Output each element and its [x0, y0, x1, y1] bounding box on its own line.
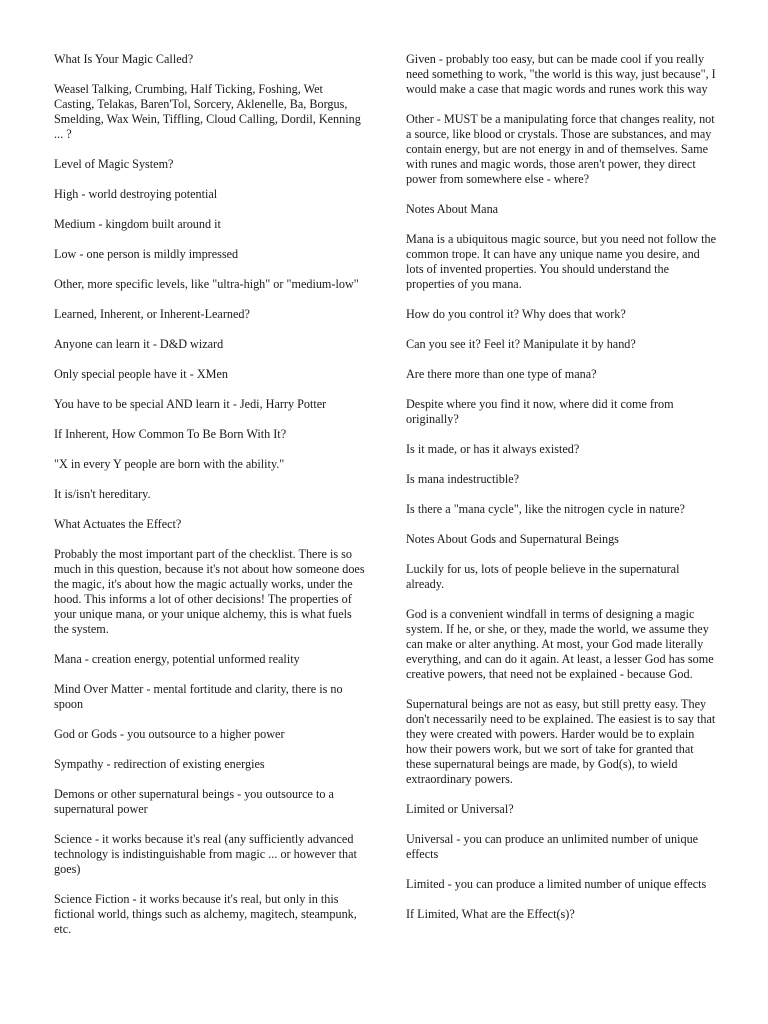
paragraph: Probably the most important part of the checklist. There is so much in this question, because it's not about how someone does the magic, it's about how the magic actually works, under the hood. This informs a lot of other decisions! The properties of your unique mana, or your unique alchemy, this is what fuels the system. — [54, 547, 365, 636]
paragraph: Limited - you can produce a limited number of unique effects — [406, 877, 707, 891]
paragraph: Anyone can learn it - D&D wizard — [54, 337, 224, 351]
section-heading: If Limited, What are the Effect(s)? — [406, 907, 575, 921]
paragraph: High - world destroying potential — [54, 187, 218, 201]
left-column — [54, 52, 366, 952]
paragraph: Is mana indestructible? — [406, 472, 520, 486]
section-heading: Notes About Mana — [406, 202, 499, 216]
paragraph: Only special people have it - XMen — [54, 367, 228, 381]
paragraph: Supernatural beings are not as easy, but still pretty easy. They don't necessarily need to be explained. The easiest is to say that they were created with powers. Harder would be to explain how their powers work, but we sort of take for granted that these supernatural beings are made, by God(s), to wield extraordinary powers. — [406, 697, 716, 786]
right-column — [406, 52, 718, 937]
paragraph: Other - MUST be a manipulating force that changes reality, not a source, like blood or crystals. Those are substances, and may contain energy, but are not energy in and of themselves. Same with runes and magic words, those aren't power, they direct power from somewhere else - where? — [406, 112, 715, 186]
paragraph: Mind Over Matter - mental fortitude and clarity, there is no spoon — [54, 682, 343, 711]
paragraph: Mana - creation energy, potential unformed reality — [54, 652, 300, 666]
paragraph: God is a convenient windfall in terms of designing a magic system. If he, or she, or they, made the world, we assume they can make or alter anything. At most, your God made literally everything, and can do it again. At least, a lesser God has some creative powers, that need not be explained - because God. — [406, 607, 714, 681]
paragraph: How do you control it? Why does that work? — [406, 307, 626, 321]
paragraph: Universal - you can produce an unlimited number of unique effects — [406, 832, 699, 861]
paragraph: Weasel Talking, Crumbing, Half Ticking, Foshing, Wet Casting, Telakas, Baren'Tol, Sorcery, Aklenelle, Ba, Borgus, Smelding, Wax Wein, Tiffling, Cloud Calling, Dordil, Kenning ... ? — [54, 82, 361, 141]
section-heading: If Inherent, How Common To Be Born With It? — [54, 427, 287, 441]
paragraph: Despite where you find it now, where did it come from originally? — [406, 397, 674, 426]
paragraph: It is/isn't hereditary. — [54, 487, 151, 501]
paragraph: Science - it works because it's real (any sufficiently advanced technology is indistinguishable from magic ... or however that goes) — [54, 832, 357, 876]
paragraph: Low - one person is mildly impressed — [54, 247, 239, 261]
paragraph: Science Fiction - it works because it's real, but only in this fictional world, things such as alchemy, magitech, steampunk, etc. — [54, 892, 357, 936]
paragraph: Demons or other supernatural beings - you outsource to a supernatural power — [54, 787, 334, 816]
paragraph: Can you see it? Feel it? Manipulate it by hand? — [406, 337, 636, 351]
section-heading: What Is Your Magic Called? — [54, 52, 194, 66]
section-heading: What Actuates the Effect? — [54, 517, 182, 531]
paragraph: Are there more than one type of mana? — [406, 367, 597, 381]
section-heading: Level of Magic System? — [54, 157, 174, 171]
section-heading: Limited or Universal? — [406, 802, 514, 816]
paragraph: Is there a "mana cycle", like the nitrogen cycle in nature? — [406, 502, 685, 516]
paragraph: Is it made, or has it always existed? — [406, 442, 580, 456]
paragraph: Luckily for us, lots of people believe in the supernatural already. — [406, 562, 680, 591]
paragraph: "X in every Y people are born with the ability." — [54, 457, 285, 471]
paragraph: Mana is a ubiquitous magic source, but you need not follow the common trope. It can have any unique name you desire, and lots of invented properties. You should understand the properties of you mana. — [406, 232, 717, 291]
paragraph: You have to be special AND learn it - Jedi, Harry Potter — [54, 397, 327, 411]
paragraph: God or Gods - you outsource to a higher power — [54, 727, 285, 741]
paragraph: Other, more specific levels, like "ultra-high" or "medium-low" — [54, 277, 359, 291]
section-heading: Notes About Gods and Supernatural Beings — [406, 532, 619, 546]
paragraph: Sympathy - redirection of existing energies — [54, 757, 265, 771]
section-heading: Learned, Inherent, or Inherent-Learned? — [54, 307, 250, 321]
paragraph: Medium - kingdom built around it — [54, 217, 221, 231]
paragraph: Given - probably too easy, but can be made cool if you really need something to work, "the world is this way, just because", I would make a case that magic words and runes work this way — [406, 52, 716, 96]
